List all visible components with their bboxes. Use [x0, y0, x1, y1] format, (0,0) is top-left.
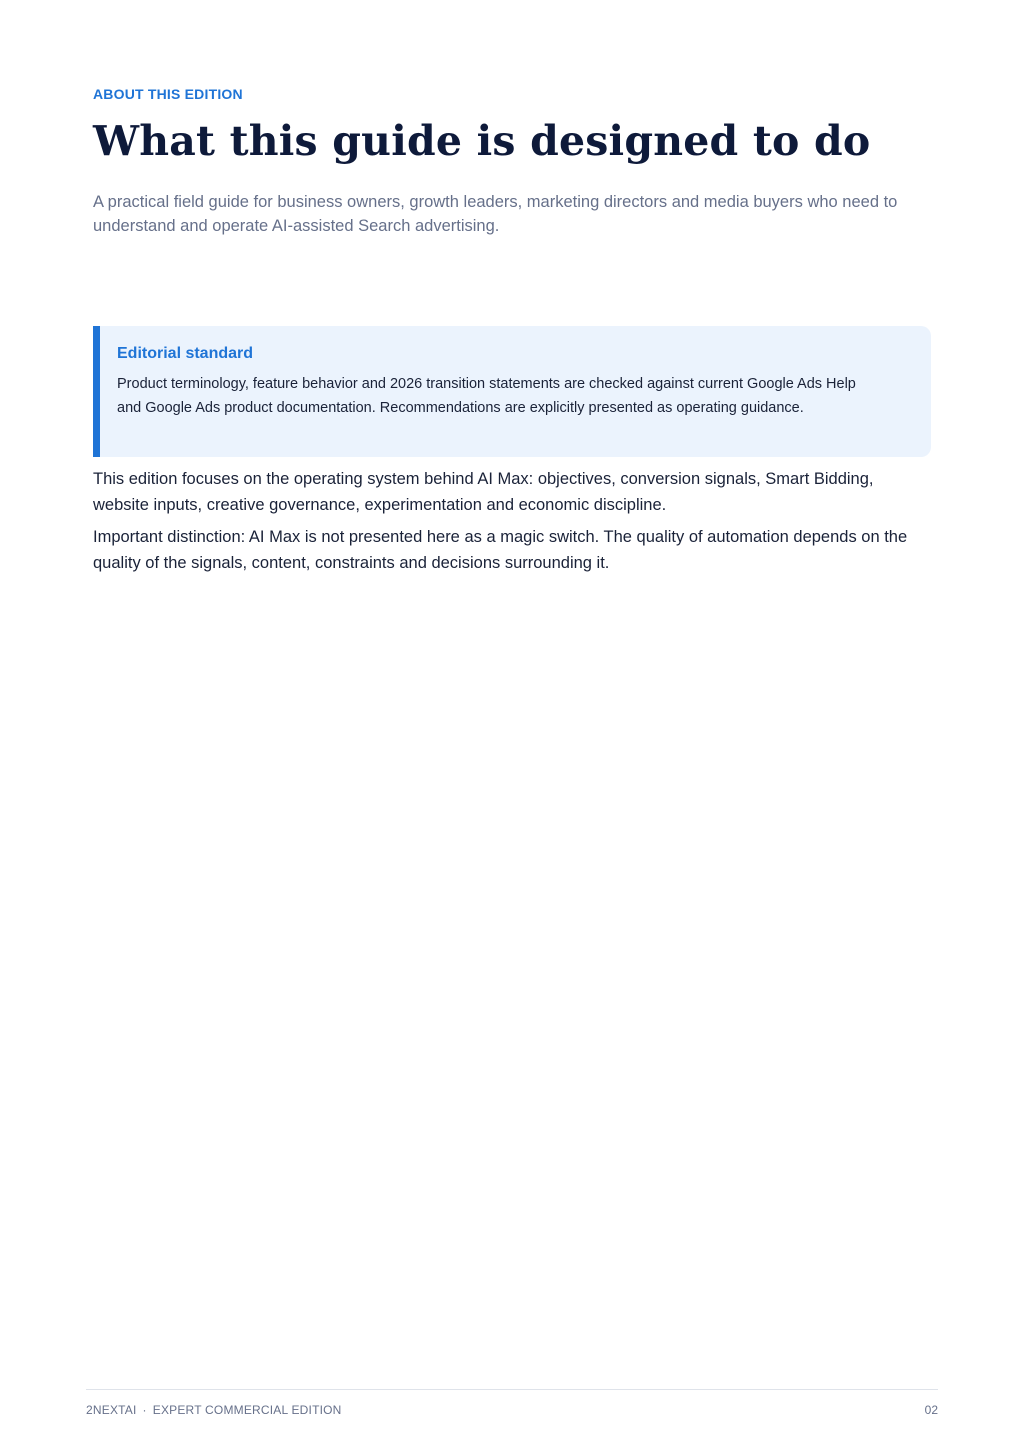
- body-paragraph: Important distinction: AI Max is not presented here as a magic switch. The quality of automation depends on the quality of the signals, content, constraints and decisions surrounding it.: [93, 528, 908, 572]
- section-eyebrow: ABOUT THIS EDITION: [93, 86, 243, 102]
- body-paragraph: This edition focuses on the operating system behind AI Max: objectives, conversion signals, Smart Bidding, website inputs, creative governance, experimentation and economic discipline.: [93, 470, 874, 514]
- page-number: 02: [924, 1403, 938, 1417]
- page-content: [93, 85, 931, 572]
- page-footer: [86, 1389, 938, 1430]
- footer-brand: 2NEXTAI: [86, 1403, 137, 1417]
- callout-body: Product terminology, feature behavior and 2026 transition statements are checked against current Google Ads Help and Google Ads product documentation. Recommendations are explicitly presented as operating guidance.: [117, 376, 856, 416]
- callout-title: Editorial standard: [117, 345, 254, 362]
- editorial-standard-callout: [93, 326, 931, 457]
- page-lede: A practical field guide for business owners, growth leaders, marketing directors and media buyers who need to understand and operate AI-assisted Search advertising.: [93, 193, 898, 235]
- footer-separator: ·: [142, 1403, 147, 1417]
- footer-running-head: [86, 1402, 342, 1418]
- footer-edition: EXPERT COMMERCIAL EDITION: [152, 1403, 342, 1417]
- page-title: What this guide is designed to do: [93, 117, 871, 165]
